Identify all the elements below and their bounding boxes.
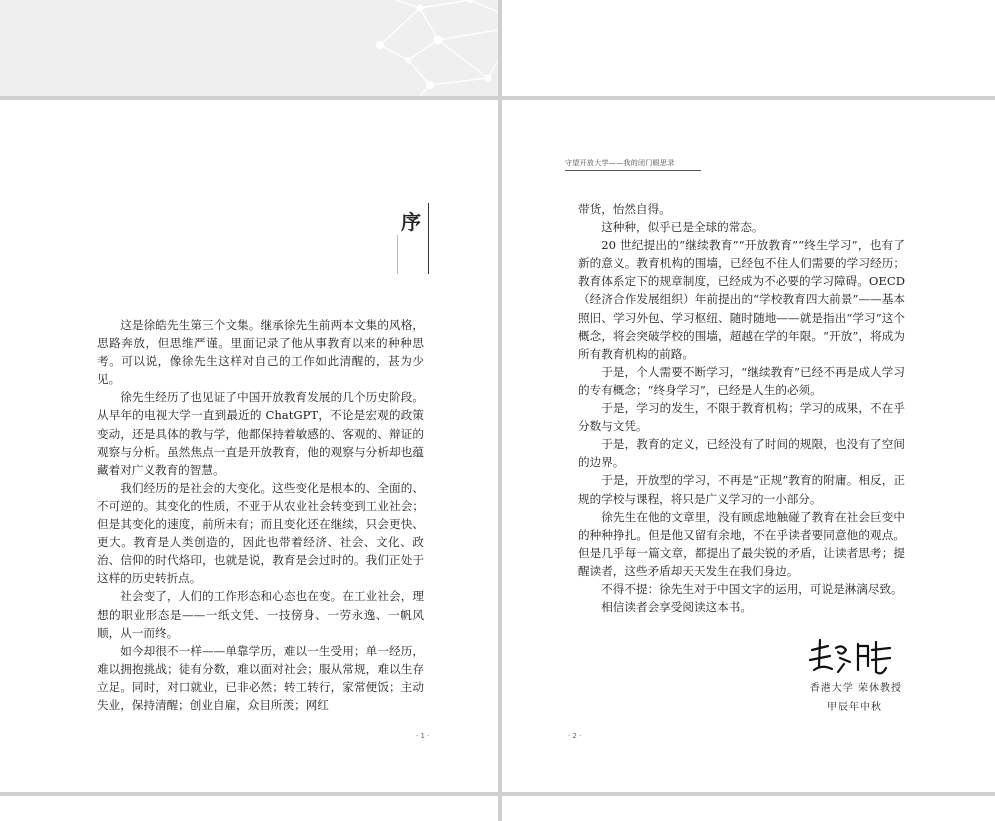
paragraph: 相信读者会享受阅读这本书。: [601, 600, 752, 615]
paragraph: 于是，开放型的学习，不再是“正规”教育的附庸。相反，正规的学校与课程，将只是广义学习的一小部分。: [578, 473, 905, 506]
paragraph: 我们经历的是社会的大变化。这些变化是根本的、全面的、不可逆的。其变化的性质，不亚于从农业社会转变到工业社会；但是其变化的速度，前所未有；而且变化还在继续，只会更快、更大。教育是人类创造的，因此也带着经济、社会、文化、政治、信仰的时代烙印，也就是说，教育是会过时的。我们正处于这样的历史转折点。: [97, 480, 424, 586]
signature-date: 甲辰年中秋: [827, 702, 882, 713]
chapter-title: 序: [401, 210, 421, 234]
next-page-left: [0, 796, 498, 821]
paragraph: 于是，个人需要不断学习，“继续教育”已经不再是成人学习的专有概念；“终身学习”，已经是人生的必须。: [578, 364, 905, 397]
paragraph: 20 世纪提出的“继续教育”“开放教育”“终生学习”，也有了新的意义。教育机构的围墙，已经包不住人们需要的学习经历；教育体系定下的规章制度，已经成为不必要的学习障碍。OECD（经济合作发展组织）年前提出的“学校教育四大前景”——基本照旧、学习外包、学习枢纽、随时随地——就是指出“学习”这个概念，将会突破学校的围墙，超越在学的年限。“开放”，将成为所有教育机构的前路。: [578, 238, 905, 361]
page-number: · 2 ·: [568, 732, 582, 740]
paragraph: 如今却很不一样——单靠学历，难以一生受用；单一经历，难以拥抱挑战；徒有分数，难以面对社会；服从常规，难以生存立足。同时，对口就业，已非必然；转工转行，家常便饭；主动失业，保持清醒；创业自雇，众目所羡；网红: [97, 643, 424, 712]
title-rule: [428, 203, 429, 274]
running-head: 守望开放大学——我的闭门眼思录: [565, 159, 675, 167]
handwritten-signature: [806, 636, 896, 680]
previous-page-right: [502, 0, 995, 96]
page-number: · 1 ·: [416, 732, 430, 740]
paragraph: 于是，教育的定义，已经没有了时间的规限，也没有了空间的边界。: [578, 437, 905, 470]
previous-page-left: [0, 0, 498, 96]
left-page-body: [97, 316, 424, 714]
paragraph: 带货，怡然自得。: [578, 202, 671, 216]
paragraph: 这是徐皓先生第三个文集。继承徐先生前两本文集的风格，思路奔放，但思维严谨。里面记录了他从事教育以来的种种思考。可以说，像徐先生这样对自己的工作如此清醒的，甚为少见。: [97, 318, 424, 387]
page-1: [0, 100, 498, 792]
title-rule-secondary: [397, 235, 398, 274]
network-graphic: [0, 0, 498, 96]
right-page-body: [578, 200, 905, 616]
paragraph: 于是，学习的发生，不限于教育机构；学习的成果，不在乎分数与文凭。: [578, 401, 905, 434]
next-page-right: [502, 796, 995, 821]
paragraph: 这种种，似乎已是全球的常态。: [601, 220, 764, 235]
signature-affiliation: 香港大学 荣休教授: [809, 683, 902, 694]
running-head-rule: [565, 170, 701, 171]
paragraph: 不得不提：徐先生对于中国文字的运用，可说是淋漓尽致。: [601, 581, 903, 596]
page-2: [502, 100, 995, 792]
paragraph: 徐先生在他的文章里，没有顾虑地触碰了教育在社会巨变中的种种挣扎。但是他又留有余地，不在乎读者要同意他的观点。但是几乎每一篇文章，都提出了最尖锐的矛盾，让读者思考；提醒读者，这些矛盾却天天发生在我们身边。: [578, 509, 905, 578]
paragraph: 徐先生经历了也见证了中国开放教育发展的几个历史阶段。从早年的电视大学一直到最近的 ChatGPT，不论是宏观的政策变动，还是具体的教与学，他都保持着敏感的、客观的、辩证的观察与分析。虽然焦点一直是开放教育，他的观察与分析却也蕴藏着对广义教育的智慧。: [97, 390, 424, 477]
paragraph: 社会变了，人们的工作形态和心态也在变。在工业社会，理想的职业形态是——一纸文凭、一技傍身、一劳永逸、一帆风顺，从一而终。: [97, 589, 424, 640]
